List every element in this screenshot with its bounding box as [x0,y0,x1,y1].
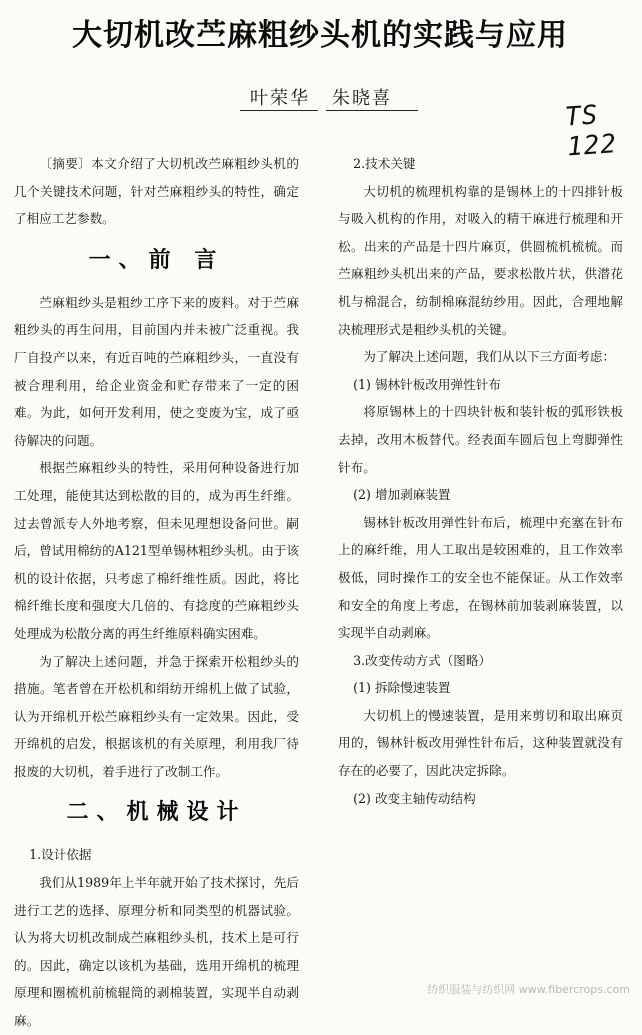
watermark: 纺织服装与纺织网 www.fibercrops.com [427,983,630,996]
item-3-heading: (1) 拆除慢速装置 [353,680,451,696]
abstract: 〔摘要〕本文介绍了大切机改苎麻粗纱头机的几个关键技术问题，针对苎麻粗纱头的特性，确定了相应工艺参数。 [14,156,299,227]
paper-title: 大切机改苎麻粗纱头机的实践与应用 [72,18,568,53]
item-4-heading: (2) 改变主轴传动结构 [353,790,476,806]
section-2-heading: 二、机械设计 [66,800,247,826]
item-1-paragraph: 将原锡林上的十四块针板和装针板的弧形铁板去掉，改用木板替代。经表面车圆后包上弯脚弹性针布。 [338,404,623,475]
subsection-2-2-paragraph-2: 为了解决上述问题，我们从以下三方面考虑： [363,349,616,365]
section-1-paragraph-3: 为了解决上述问题，并急于探索开松粗纱头的措施。笔者曾在开松机和绢纺开绵机上做了试验，认为开绵机开松苎麻粗纱头有一定效果。因此，受开绵机的启发，根据该机的有关原理，利用我厂待报废的大切机，着手进行了改制工作。 [14,653,299,779]
section-1-paragraph-2: 根据苎麻粗纱头的特性，采用何种设备进行加工处理，能使其达到松散的目的，成为再生纤维。过去曾派专人外地考察，但未见理想设备问世。嗣后，曾试用棉纺的A121型单锡林粗纱头机。由于该机的设计依据，只考虑了棉纤维性质。因此，将比棉纤维长度和强度大几倍的、有捻度的苎麻粗纱头处理成为松散分离的再生纤维原料确实困难。 [14,460,300,641]
subsection-2-3-heading: 3.改变传动方式（图略） [353,652,492,668]
subsection-2-1-paragraph: 我们从1989年上半年就开始了技术探讨，先后进行工艺的选择、原理分析和同类型的机器试验。认为将大切机改制成苎麻粗纱头机，技术上是可行的。因此，确定以该机为基础，选用开绵机的梳理原理和圈梳机前梳辊筒的剥棉装置，实现半自动剥麻。 [14,875,299,1029]
item-2-heading: (2) 增加剥麻装置 [353,487,451,503]
right-column [338,150,623,985]
item-2-paragraph: 锡林针板改用弹性针布后，梳理中充塞在针布上的麻纤维，用人工取出是较困难的，且工作效率极低，同时操作工的安全也不能保证。从工作效率和安全的角度上考虑，在锡林前加装剥麻装置，以实现半自动剥麻。 [338,514,623,641]
section-1-heading: 一、前 言 [88,247,225,273]
author-1: 叶荣华 [250,88,310,109]
subsection-2-2-heading: 2.技术关键 [353,156,416,171]
author-2: 朱晓喜 [332,88,392,109]
author-1-underline [240,110,318,111]
author-block [240,80,420,114]
subsection-2-1-heading: 1.设计依据 [29,847,92,863]
author-2-underline [326,110,418,111]
item-3-paragraph: 大切机上的慢速装置，是用来剪切和取出麻页用的，锡林针板改用弹性针布后，这种装置就没有存在的必要了，因此决定拆除。 [338,707,623,779]
handwritten-classification-note: TS 122 [563,100,619,163]
left-column [14,150,300,1029]
item-1-heading: (1) 锡林针板改用弹性针布 [353,376,501,392]
section-1-paragraph-1: 苎麻粗纱头是粗纱工序下来的废料。对于苎麻粗纱头的再生问用，目前国内并未被广泛重视。我厂自投产以来，有近百吨的苎麻粗纱头，一直没有被合理利用，给企业资金和贮存带来了一定的困难。为此，如何开发利用，使之变废为宝，成了亟待解决的问题。 [14,294,299,448]
subsection-2-2-paragraph-1: 大切机的梳理机构靠的是锡林上的十四排针板与吸入机构的作用，对吸入的精干麻进行梳理和开松。出来的产品是十四片麻页，供圆梳机梳梳。而苎麻粗纱头机出来的产品，要求松散片状，供潜花机与棉混合，纺制棉麻混纺纱用。因此，合理地解决梳理形式是粗纱头机的关键。 [338,183,623,337]
